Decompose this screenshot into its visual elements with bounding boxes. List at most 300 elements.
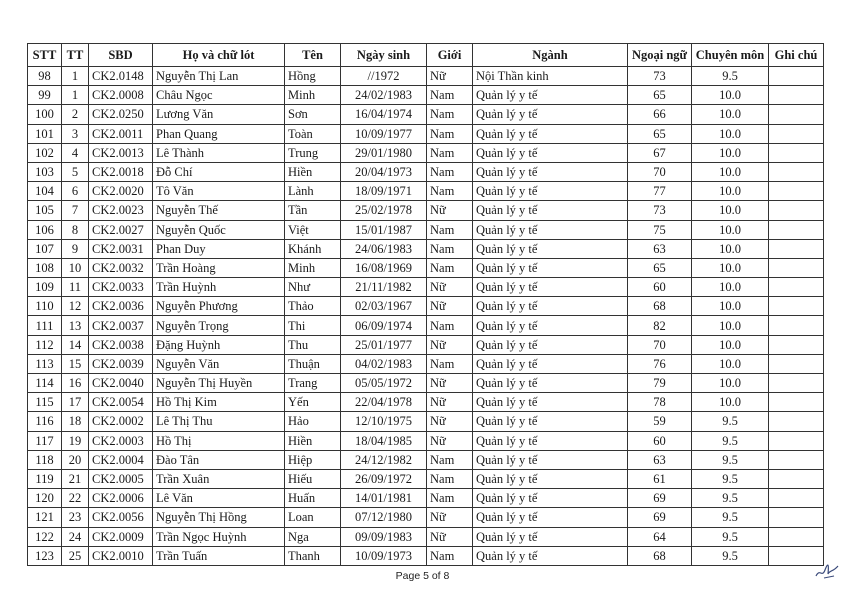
cell-ten: Toàn (285, 124, 341, 143)
cell-ngay-sinh: 09/09/1983 (341, 527, 427, 546)
cell-ngoai-ngu: 63 (628, 450, 692, 469)
cell-ho-chu-lot: Nguyễn Trọng (153, 316, 285, 335)
cell-stt: 110 (28, 297, 62, 316)
results-sheet (27, 43, 824, 566)
cell-tt: 16 (62, 374, 89, 393)
cell-ngay-sinh: 06/09/1974 (341, 316, 427, 335)
cell-stt: 112 (28, 335, 62, 354)
cell-nganh: Quản lý y tế (473, 450, 628, 469)
cell-ghi-chu (769, 297, 824, 316)
cell-ghi-chu (769, 354, 824, 373)
cell-ngoai-ngu: 73 (628, 67, 692, 86)
cell-ngoai-ngu: 64 (628, 527, 692, 546)
table-row (28, 450, 824, 469)
cell-ngoai-ngu: 69 (628, 489, 692, 508)
cell-nganh: Quản lý y tế (473, 469, 628, 488)
header-stt: STT (28, 44, 62, 67)
cell-ten: Thanh (285, 546, 341, 565)
cell-gioi: Nữ (427, 431, 473, 450)
cell-ho-chu-lot: Nguyễn Phương (153, 297, 285, 316)
cell-ghi-chu (769, 508, 824, 527)
cell-ghi-chu (769, 431, 824, 450)
cell-ten: Hiệp (285, 450, 341, 469)
cell-gioi: Nữ (427, 527, 473, 546)
cell-ngay-sinh: 25/01/1977 (341, 335, 427, 354)
cell-gioi: Nữ (427, 297, 473, 316)
cell-sbd: CK2.0033 (89, 278, 153, 297)
cell-tt: 1 (62, 86, 89, 105)
cell-nganh: Quản lý y tế (473, 124, 628, 143)
table-row (28, 297, 824, 316)
cell-nganh: Quản lý y tế (473, 431, 628, 450)
cell-sbd: CK2.0038 (89, 335, 153, 354)
table-row (28, 220, 824, 239)
table-row (28, 546, 824, 565)
cell-tt: 10 (62, 258, 89, 277)
cell-nganh: Quản lý y tế (473, 527, 628, 546)
cell-tt: 4 (62, 143, 89, 162)
cell-ngay-sinh: 10/09/1973 (341, 546, 427, 565)
cell-ghi-chu (769, 162, 824, 181)
cell-sbd: CK2.0002 (89, 412, 153, 431)
cell-ho-chu-lot: Đỗ Chí (153, 162, 285, 181)
cell-sbd: CK2.0013 (89, 143, 153, 162)
cell-sbd: CK2.0039 (89, 354, 153, 373)
cell-stt: 104 (28, 182, 62, 201)
cell-tt: 9 (62, 239, 89, 258)
table-row (28, 354, 824, 373)
cell-ho-chu-lot: Hồ Thị Kim (153, 393, 285, 412)
cell-ngay-sinh: 15/01/1987 (341, 220, 427, 239)
cell-stt: 109 (28, 278, 62, 297)
cell-tt: 8 (62, 220, 89, 239)
cell-stt: 106 (28, 220, 62, 239)
cell-ngay-sinh: 10/09/1977 (341, 124, 427, 143)
cell-stt: 98 (28, 67, 62, 86)
cell-stt: 113 (28, 354, 62, 373)
cell-chuyen-mon: 10.0 (692, 105, 769, 124)
cell-nganh: Quản lý y tế (473, 335, 628, 354)
cell-stt: 122 (28, 527, 62, 546)
cell-gioi: Nam (427, 124, 473, 143)
cell-ngay-sinh: 24/02/1983 (341, 86, 427, 105)
cell-chuyen-mon: 10.0 (692, 393, 769, 412)
table-row (28, 258, 824, 277)
cell-gioi: Nam (427, 239, 473, 258)
cell-nganh: Nội Thần kinh (473, 67, 628, 86)
cell-ngoai-ngu: 59 (628, 412, 692, 431)
cell-ghi-chu (769, 489, 824, 508)
cell-ho-chu-lot: Đào Tân (153, 450, 285, 469)
cell-nganh: Quản lý y tế (473, 220, 628, 239)
cell-ghi-chu (769, 316, 824, 335)
cell-ho-chu-lot: Lê Thành (153, 143, 285, 162)
cell-gioi: Nữ (427, 412, 473, 431)
cell-nganh: Quản lý y tế (473, 162, 628, 181)
cell-sbd: CK2.0037 (89, 316, 153, 335)
cell-ten: Thi (285, 316, 341, 335)
cell-gioi: Nữ (427, 335, 473, 354)
cell-chuyen-mon: 9.5 (692, 489, 769, 508)
cell-stt: 119 (28, 469, 62, 488)
cell-ngay-sinh: 18/04/1985 (341, 431, 427, 450)
cell-tt: 20 (62, 450, 89, 469)
cell-ho-chu-lot: Nguyễn Thị Lan (153, 67, 285, 86)
cell-ngay-sinh: 14/01/1981 (341, 489, 427, 508)
table-row (28, 431, 824, 450)
cell-stt: 121 (28, 508, 62, 527)
cell-ten: Nga (285, 527, 341, 546)
cell-ten: Loan (285, 508, 341, 527)
cell-chuyen-mon: 10.0 (692, 182, 769, 201)
cell-gioi: Nam (427, 182, 473, 201)
table-row (28, 86, 824, 105)
table-row (28, 105, 824, 124)
cell-ngoai-ngu: 61 (628, 469, 692, 488)
cell-ten: Hiền (285, 431, 341, 450)
cell-nganh: Quản lý y tế (473, 374, 628, 393)
cell-ghi-chu (769, 258, 824, 277)
cell-ngay-sinh: 07/12/1980 (341, 508, 427, 527)
cell-tt: 15 (62, 354, 89, 373)
cell-ngay-sinh: //1972 (341, 67, 427, 86)
cell-gioi: Nam (427, 258, 473, 277)
cell-ngoai-ngu: 66 (628, 105, 692, 124)
cell-ngoai-ngu: 67 (628, 143, 692, 162)
cell-ho-chu-lot: Trần Huỳnh (153, 278, 285, 297)
cell-ngay-sinh: 02/03/1967 (341, 297, 427, 316)
cell-tt: 24 (62, 527, 89, 546)
cell-gioi: Nữ (427, 201, 473, 220)
cell-nganh: Quản lý y tế (473, 297, 628, 316)
cell-ngoai-ngu: 68 (628, 546, 692, 565)
cell-ten: Trang (285, 374, 341, 393)
cell-ghi-chu (769, 86, 824, 105)
cell-tt: 5 (62, 162, 89, 181)
cell-sbd: CK2.0031 (89, 239, 153, 258)
cell-stt: 107 (28, 239, 62, 258)
cell-gioi: Nữ (427, 508, 473, 527)
cell-ngoai-ngu: 63 (628, 239, 692, 258)
header-ten: Tên (285, 44, 341, 67)
cell-ghi-chu (769, 393, 824, 412)
cell-ngoai-ngu: 78 (628, 393, 692, 412)
cell-ho-chu-lot: Phan Quang (153, 124, 285, 143)
cell-chuyen-mon: 9.5 (692, 67, 769, 86)
header-ho-chu-lot: Họ và chữ lót (153, 44, 285, 67)
cell-stt: 102 (28, 143, 62, 162)
cell-sbd: CK2.0054 (89, 393, 153, 412)
cell-ho-chu-lot: Đặng Huỳnh (153, 335, 285, 354)
cell-ghi-chu (769, 67, 824, 86)
cell-ngay-sinh: 16/04/1974 (341, 105, 427, 124)
cell-ngay-sinh: 25/02/1978 (341, 201, 427, 220)
cell-stt: 114 (28, 374, 62, 393)
cell-ho-chu-lot: Lê Thị Thu (153, 412, 285, 431)
cell-ngay-sinh: 22/04/1978 (341, 393, 427, 412)
table-row (28, 278, 824, 297)
cell-sbd: CK2.0006 (89, 489, 153, 508)
cell-ten: Lành (285, 182, 341, 201)
cell-ghi-chu (769, 105, 824, 124)
cell-chuyen-mon: 9.5 (692, 546, 769, 565)
cell-gioi: Nam (427, 143, 473, 162)
cell-gioi: Nam (427, 489, 473, 508)
cell-chuyen-mon: 10.0 (692, 258, 769, 277)
cell-ngoai-ngu: 77 (628, 182, 692, 201)
table-row (28, 469, 824, 488)
cell-ngay-sinh: 04/02/1983 (341, 354, 427, 373)
cell-gioi: Nam (427, 220, 473, 239)
table-row (28, 393, 824, 412)
cell-ngoai-ngu: 69 (628, 508, 692, 527)
table-row (28, 124, 824, 143)
cell-tt: 18 (62, 412, 89, 431)
cell-ngay-sinh: 29/01/1980 (341, 143, 427, 162)
cell-nganh: Quản lý y tế (473, 278, 628, 297)
table-row (28, 489, 824, 508)
cell-ghi-chu (769, 220, 824, 239)
cell-ghi-chu (769, 527, 824, 546)
cell-nganh: Quản lý y tế (473, 316, 628, 335)
table-row (28, 374, 824, 393)
cell-ten: Khánh (285, 239, 341, 258)
cell-ngoai-ngu: 73 (628, 201, 692, 220)
cell-ghi-chu (769, 182, 824, 201)
cell-ngay-sinh: 05/05/1972 (341, 374, 427, 393)
cell-tt: 21 (62, 469, 89, 488)
cell-sbd: CK2.0027 (89, 220, 153, 239)
cell-sbd: CK2.0005 (89, 469, 153, 488)
cell-gioi: Nam (427, 354, 473, 373)
cell-ngay-sinh: 16/08/1969 (341, 258, 427, 277)
cell-gioi: Nam (427, 450, 473, 469)
cell-stt: 111 (28, 316, 62, 335)
cell-ten: Minh (285, 86, 341, 105)
cell-chuyen-mon: 10.0 (692, 316, 769, 335)
cell-gioi: Nam (427, 105, 473, 124)
table-row (28, 508, 824, 527)
cell-nganh: Quản lý y tế (473, 412, 628, 431)
cell-nganh: Quản lý y tế (473, 143, 628, 162)
cell-ho-chu-lot: Tô Văn (153, 182, 285, 201)
cell-sbd: CK2.0009 (89, 527, 153, 546)
cell-sbd: CK2.0008 (89, 86, 153, 105)
cell-ho-chu-lot: Nguyễn Thị Hồng (153, 508, 285, 527)
header-ngoai-ngu: Ngoại ngữ (628, 44, 692, 67)
cell-ngoai-ngu: 60 (628, 431, 692, 450)
cell-ten: Huấn (285, 489, 341, 508)
table-row (28, 67, 824, 86)
cell-ngoai-ngu: 75 (628, 220, 692, 239)
cell-stt: 105 (28, 201, 62, 220)
cell-ten: Thảo (285, 297, 341, 316)
cell-ten: Việt (285, 220, 341, 239)
cell-chuyen-mon: 10.0 (692, 239, 769, 258)
cell-ghi-chu (769, 201, 824, 220)
cell-ngoai-ngu: 65 (628, 124, 692, 143)
header-ngay-sinh: Ngày sinh (341, 44, 427, 67)
header-ghi-chu: Ghi chú (769, 44, 824, 67)
cell-ho-chu-lot: Trần Ngọc Huỳnh (153, 527, 285, 546)
cell-chuyen-mon: 10.0 (692, 354, 769, 373)
cell-ten: Thu (285, 335, 341, 354)
cell-ho-chu-lot: Nguyễn Văn (153, 354, 285, 373)
cell-ten: Minh (285, 258, 341, 277)
cell-ten: Yến (285, 393, 341, 412)
cell-ghi-chu (769, 450, 824, 469)
cell-gioi: Nữ (427, 374, 473, 393)
cell-gioi: Nữ (427, 278, 473, 297)
cell-stt: 116 (28, 412, 62, 431)
cell-sbd: CK2.0032 (89, 258, 153, 277)
table-row (28, 527, 824, 546)
cell-chuyen-mon: 10.0 (692, 335, 769, 354)
cell-nganh: Quản lý y tế (473, 489, 628, 508)
cell-ten: Tần (285, 201, 341, 220)
cell-ngay-sinh: 20/04/1973 (341, 162, 427, 181)
cell-ghi-chu (769, 412, 824, 431)
cell-ngoai-ngu: 79 (628, 374, 692, 393)
cell-gioi: Nam (427, 162, 473, 181)
cell-sbd: CK2.0023 (89, 201, 153, 220)
cell-tt: 7 (62, 201, 89, 220)
cell-ten: Trung (285, 143, 341, 162)
cell-ten: Hồng (285, 67, 341, 86)
table-row (28, 239, 824, 258)
cell-ten: Hiền (285, 162, 341, 181)
cell-chuyen-mon: 9.5 (692, 431, 769, 450)
cell-ho-chu-lot: Lê Văn (153, 489, 285, 508)
cell-ngoai-ngu: 65 (628, 258, 692, 277)
cell-ghi-chu (769, 469, 824, 488)
cell-tt: 23 (62, 508, 89, 527)
cell-tt: 22 (62, 489, 89, 508)
cell-gioi: Nam (427, 316, 473, 335)
cell-stt: 99 (28, 86, 62, 105)
cell-ten: Hảo (285, 412, 341, 431)
cell-ho-chu-lot: Nguyễn Thị Huyền (153, 374, 285, 393)
cell-ghi-chu (769, 335, 824, 354)
cell-ngoai-ngu: 70 (628, 162, 692, 181)
cell-nganh: Quản lý y tế (473, 508, 628, 527)
cell-ten: Thuận (285, 354, 341, 373)
cell-chuyen-mon: 10.0 (692, 374, 769, 393)
cell-stt: 123 (28, 546, 62, 565)
cell-gioi: Nữ (427, 393, 473, 412)
cell-stt: 101 (28, 124, 62, 143)
cell-chuyen-mon: 9.5 (692, 527, 769, 546)
cell-ho-chu-lot: Châu Ngọc (153, 86, 285, 105)
cell-chuyen-mon: 9.5 (692, 412, 769, 431)
cell-ho-chu-lot: Hồ Thị (153, 431, 285, 450)
cell-nganh: Quản lý y tế (473, 182, 628, 201)
initials-signature-icon (814, 560, 840, 582)
cell-ngoai-ngu: 68 (628, 297, 692, 316)
header-tt: TT (62, 44, 89, 67)
cell-nganh: Quản lý y tế (473, 105, 628, 124)
cell-chuyen-mon: 10.0 (692, 220, 769, 239)
table-row (28, 182, 824, 201)
cell-ngoai-ngu: 70 (628, 335, 692, 354)
cell-ngay-sinh: 26/09/1972 (341, 469, 427, 488)
cell-stt: 103 (28, 162, 62, 181)
cell-ngoai-ngu: 82 (628, 316, 692, 335)
cell-tt: 14 (62, 335, 89, 354)
cell-ngay-sinh: 24/12/1982 (341, 450, 427, 469)
cell-chuyen-mon: 10.0 (692, 124, 769, 143)
cell-gioi: Nam (427, 469, 473, 488)
cell-chuyen-mon: 9.5 (692, 508, 769, 527)
cell-nganh: Quản lý y tế (473, 201, 628, 220)
cell-nganh: Quản lý y tế (473, 258, 628, 277)
header-sbd: SBD (89, 44, 153, 67)
cell-gioi: Nam (427, 86, 473, 105)
header-chuyen-mon: Chuyên môn (692, 44, 769, 67)
cell-tt: 1 (62, 67, 89, 86)
cell-tt: 13 (62, 316, 89, 335)
cell-stt: 108 (28, 258, 62, 277)
cell-ghi-chu (769, 143, 824, 162)
cell-ghi-chu (769, 239, 824, 258)
cell-nganh: Quản lý y tế (473, 393, 628, 412)
cell-chuyen-mon: 10.0 (692, 143, 769, 162)
cell-sbd: CK2.0018 (89, 162, 153, 181)
cell-ho-chu-lot: Nguyễn Quốc (153, 220, 285, 239)
cell-ghi-chu (769, 278, 824, 297)
cell-stt: 120 (28, 489, 62, 508)
cell-ngay-sinh: 21/11/1982 (341, 278, 427, 297)
cell-tt: 3 (62, 124, 89, 143)
cell-chuyen-mon: 10.0 (692, 86, 769, 105)
cell-stt: 118 (28, 450, 62, 469)
table-row (28, 143, 824, 162)
cell-nganh: Quản lý y tế (473, 239, 628, 258)
cell-ngay-sinh: 24/06/1983 (341, 239, 427, 258)
cell-stt: 115 (28, 393, 62, 412)
cell-ten: Như (285, 278, 341, 297)
table-row (28, 335, 824, 354)
cell-ho-chu-lot: Lương Văn (153, 105, 285, 124)
cell-sbd: CK2.0010 (89, 546, 153, 565)
cell-ghi-chu (769, 124, 824, 143)
cell-tt: 17 (62, 393, 89, 412)
table-row (28, 162, 824, 181)
cell-sbd: CK2.0020 (89, 182, 153, 201)
cell-sbd: CK2.0011 (89, 124, 153, 143)
cell-chuyen-mon: 10.0 (692, 278, 769, 297)
cell-ho-chu-lot: Phan Duy (153, 239, 285, 258)
cell-stt: 100 (28, 105, 62, 124)
table-row (28, 412, 824, 431)
cell-ho-chu-lot: Trần Xuân (153, 469, 285, 488)
candidate-table (27, 43, 824, 566)
cell-ngoai-ngu: 76 (628, 354, 692, 373)
header-gioi: Giới (427, 44, 473, 67)
table-row (28, 316, 824, 335)
cell-ngoai-ngu: 60 (628, 278, 692, 297)
table-body (28, 67, 824, 566)
header-nganh: Ngành (473, 44, 628, 67)
table-row (28, 201, 824, 220)
cell-nganh: Quản lý y tế (473, 546, 628, 565)
cell-ngay-sinh: 12/10/1975 (341, 412, 427, 431)
cell-sbd: CK2.0250 (89, 105, 153, 124)
cell-ghi-chu (769, 374, 824, 393)
cell-nganh: Quản lý y tế (473, 354, 628, 373)
cell-tt: 6 (62, 182, 89, 201)
cell-tt: 2 (62, 105, 89, 124)
